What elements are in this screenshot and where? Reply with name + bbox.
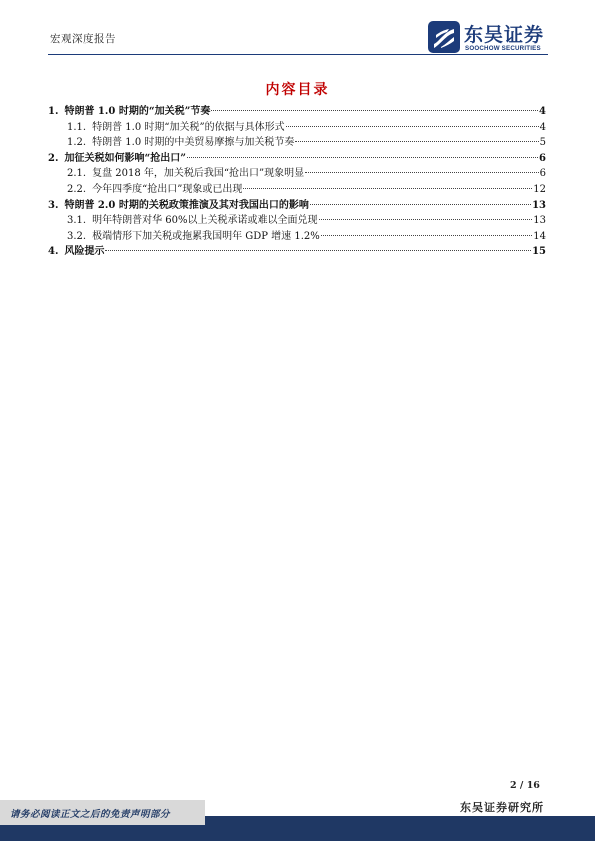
toc-dot-leader [187,157,538,158]
report-type-label: 宏观深度报告 [50,33,116,45]
toc-entry[interactable] [48,229,546,245]
page-number: 2 / 16 [510,780,540,791]
institute-name: 东吴证券研究所 [460,801,544,814]
soochow-logo [427,20,557,54]
toc-dot-leader [305,172,539,173]
toc-entry-number: 3.2. [67,230,87,242]
toc-entry-number: 2.2. [67,183,87,195]
toc-dot-leader [211,110,538,111]
toc-entry-label: 特朗普 1.0 时期的中美贸易摩擦与加关税节奏 [92,137,295,149]
toc-entry[interactable] [48,182,546,198]
toc-entry-label: 风险提示 [64,246,105,258]
toc-entry-page: 4 [539,121,546,133]
toc-dot-leader [243,188,532,189]
toc-entry-number: 1.2. [67,137,87,149]
toc-entry[interactable] [48,135,546,151]
logo-english-name: SOOCHOW SECURITIES [465,45,541,52]
toc-entry-number: 3.1. [67,215,87,227]
header-divider [48,54,548,55]
toc-entry-page: 15 [532,246,546,258]
toc-entry-page: 13 [533,215,546,227]
toc-entry-number: 2. [48,152,59,164]
toc-title: 内容目录 [265,82,330,98]
toc-entry-page: 14 [533,230,546,242]
toc-dot-leader [105,250,531,251]
toc-entry-page: 4 [539,106,546,117]
toc-entry-label: 明年特朗普对华 60%以上关税承诺或难以全面兑现 [92,215,318,227]
toc-dot-leader [286,126,539,127]
toc-entry-label: 极端情形下加关税或拖累我国明年 GDP 增速 1.2% [92,230,320,242]
toc-entry[interactable] [48,244,546,260]
toc-entry-label: 特朗普 2.0 时期的关税政策推演及其对我国出口的影响 [64,199,309,211]
toc-dot-leader [321,235,532,236]
toc-entry-page: 12 [533,183,546,195]
toc-dot-leader [295,141,538,142]
toc-entry-number: 4. [48,246,59,258]
toc-entry-number: 1.1. [67,121,87,133]
toc-dot-leader [319,219,533,220]
toc-entry[interactable] [48,198,546,214]
toc-entry-page: 5 [539,137,546,149]
toc-entry-number: 2.1. [67,168,87,180]
toc-entry[interactable] [48,151,546,167]
toc-entry-label: 特朗普 1.0 时期的“加关税”节奏 [64,106,211,117]
toc-entry[interactable] [48,120,546,136]
logo-chinese-name: 东吴证券 [464,24,545,46]
toc-entry-page: 6 [539,152,546,164]
toc-entry[interactable] [48,213,546,229]
toc-entry-label: 今年四季度“抢出口”现象或已出现 [92,183,243,195]
toc-entry-page: 6 [539,168,546,180]
toc-entry-label: 加征关税如何影响“抢出口” [64,152,186,164]
toc-dot-leader [310,204,531,205]
toc-entry-label: 复盘 2018 年，加关税后我国“抢出口”现象明显 [92,168,305,180]
toc-entry[interactable] [48,104,546,120]
toc-entry-label: 特朗普 1.0 时期“加关税”的依据与具体形式 [92,121,285,133]
toc-entry[interactable] [48,166,546,182]
soochow-logo-icon [427,20,461,54]
table-of-contents [48,104,546,260]
toc-entry-number: 1. [48,106,59,117]
toc-entry-page: 13 [532,199,546,211]
disclaimer-notice: 请务必阅读正文之后的免责声明部分 [10,809,171,820]
toc-entry-number: 3. [48,199,59,211]
